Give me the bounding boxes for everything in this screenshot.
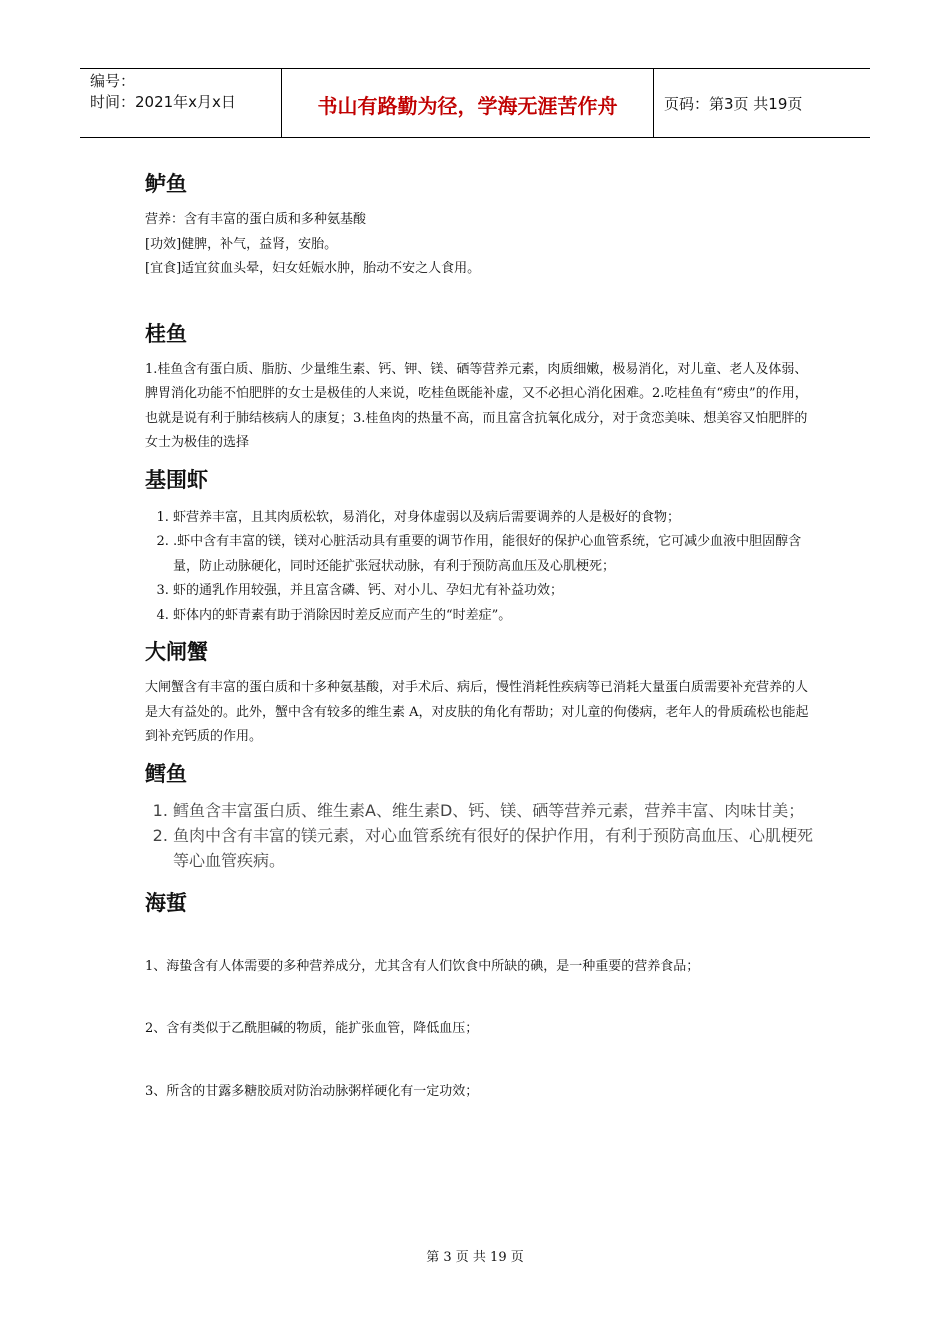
list-item: 3. 虾的通乳作用较强，并且富含磷、钙、对小儿、孕妇尤有补益功效； <box>173 579 817 604</box>
header-motto: 书山有路勤为径，学海无涯苦作舟 <box>282 69 654 137</box>
section-title: 桂鱼 <box>145 321 187 346</box>
section-perch <box>145 160 817 282</box>
paragraph: 1.桂鱼含有蛋白质、脂肪、少量维生素、钙、钾、镁、硒等营养元素，肉质细嫩，极易消化，对儿童、老人及体弱、脾胃消化功能不怕肥胖的女士是极佳的人来说，吃桂鱼既能补虚，又不必担心消化困难。2.吃桂鱼有“痨虫”的作用，也就是说有利于肺结核病人的康复；3.桂鱼肉的热量不高，而且富含抗氧化成分，对于贪恋美味、想美容又怕肥胖的女士为极佳的选择 <box>145 361 808 450</box>
text-line: 3、所含的甘露多糖胶质对防治动脉粥样硬化有一定功效； <box>145 1083 479 1099</box>
list-item: 1. 鳕鱼含丰富蛋白质、维生素A、维生素D、钙、镁、硒等营养元素，营养丰富、肉味甘美； <box>173 798 817 823</box>
section-jellyfish <box>145 879 817 1105</box>
header-page-label: 页码：第3页 共19页 <box>664 94 803 113</box>
paragraph: 大闸蟹含有丰富的蛋白质和十多种氨基酸，对手术后、病后，慢性消耗性疾病等已消耗大量蛋白质需要补充营养的人是大有益处的。此外，蟹中含有较多的维生素 A，对皮肤的角化有帮助；对儿童的佝偻病，老年人的骨质疏松也能起到补充钙质的作用。 <box>145 680 809 744</box>
section-title: 鳕鱼 <box>145 761 187 786</box>
section-title: 大闸蟹 <box>145 640 208 664</box>
document-body <box>145 160 817 1104</box>
list-item: 4. 虾体内的虾青素有助于消除因时差反应而产生的“时差症”。 <box>173 604 817 629</box>
section-shrimp <box>145 456 817 629</box>
code-label: 编号： <box>90 72 136 90</box>
section-title: 基围虾 <box>145 467 208 492</box>
page-footer: 第 3 页 共 19 页 <box>426 1250 524 1265</box>
time-label: 时间：2021年x月x日 <box>90 93 236 111</box>
section-crab <box>145 628 817 750</box>
text-line: 1、海蛰含有人体需要的多种营养成分，尤其含有人们饮食中所缺的碘，是一种重要的营养食品； <box>145 958 700 974</box>
page-header <box>80 68 870 138</box>
list-item: 2. 鱼肉中含有丰富的镁元素，对心血管系统有很好的保护作用，有利于预防高血压、心肌梗死等心血管疾病。 <box>173 823 817 873</box>
header-left-cell <box>80 69 282 137</box>
text-line: 2、含有类似于乙酰胆碱的物质，能扩张血管，降低血压； <box>145 1021 479 1036</box>
text-line: [功效]健脾，补气，益肾，安胎。 <box>145 236 338 252</box>
list-item: 2. .虾中含有丰富的镁，镁对心脏活动具有重要的调节作用，能很好的保护心血管系统，它可减少血液中胆固醇含量，防止动脉硬化，同时还能扩张冠状动脉，有利于预防高血压及心肌梗死； <box>173 530 817 579</box>
numbered-list <box>145 798 817 873</box>
section-title: 海蜇 <box>145 890 187 915</box>
list-item: 1. 虾营养丰富，且其肉质松软，易消化，对身体虚弱以及病后需要调养的人是极好的食物； <box>173 506 817 531</box>
text-line: 营养：含有丰富的蛋白质和多种氨基酸 <box>145 212 367 227</box>
section-mandarin-fish <box>145 310 817 456</box>
section-title: 鲈鱼 <box>145 172 187 196</box>
numbered-list <box>145 506 817 629</box>
text-line: [宜食]适宜贫血头晕，妇女妊娠水肿，胎动不安之人食用。 <box>145 261 481 276</box>
section-cod <box>145 750 817 873</box>
